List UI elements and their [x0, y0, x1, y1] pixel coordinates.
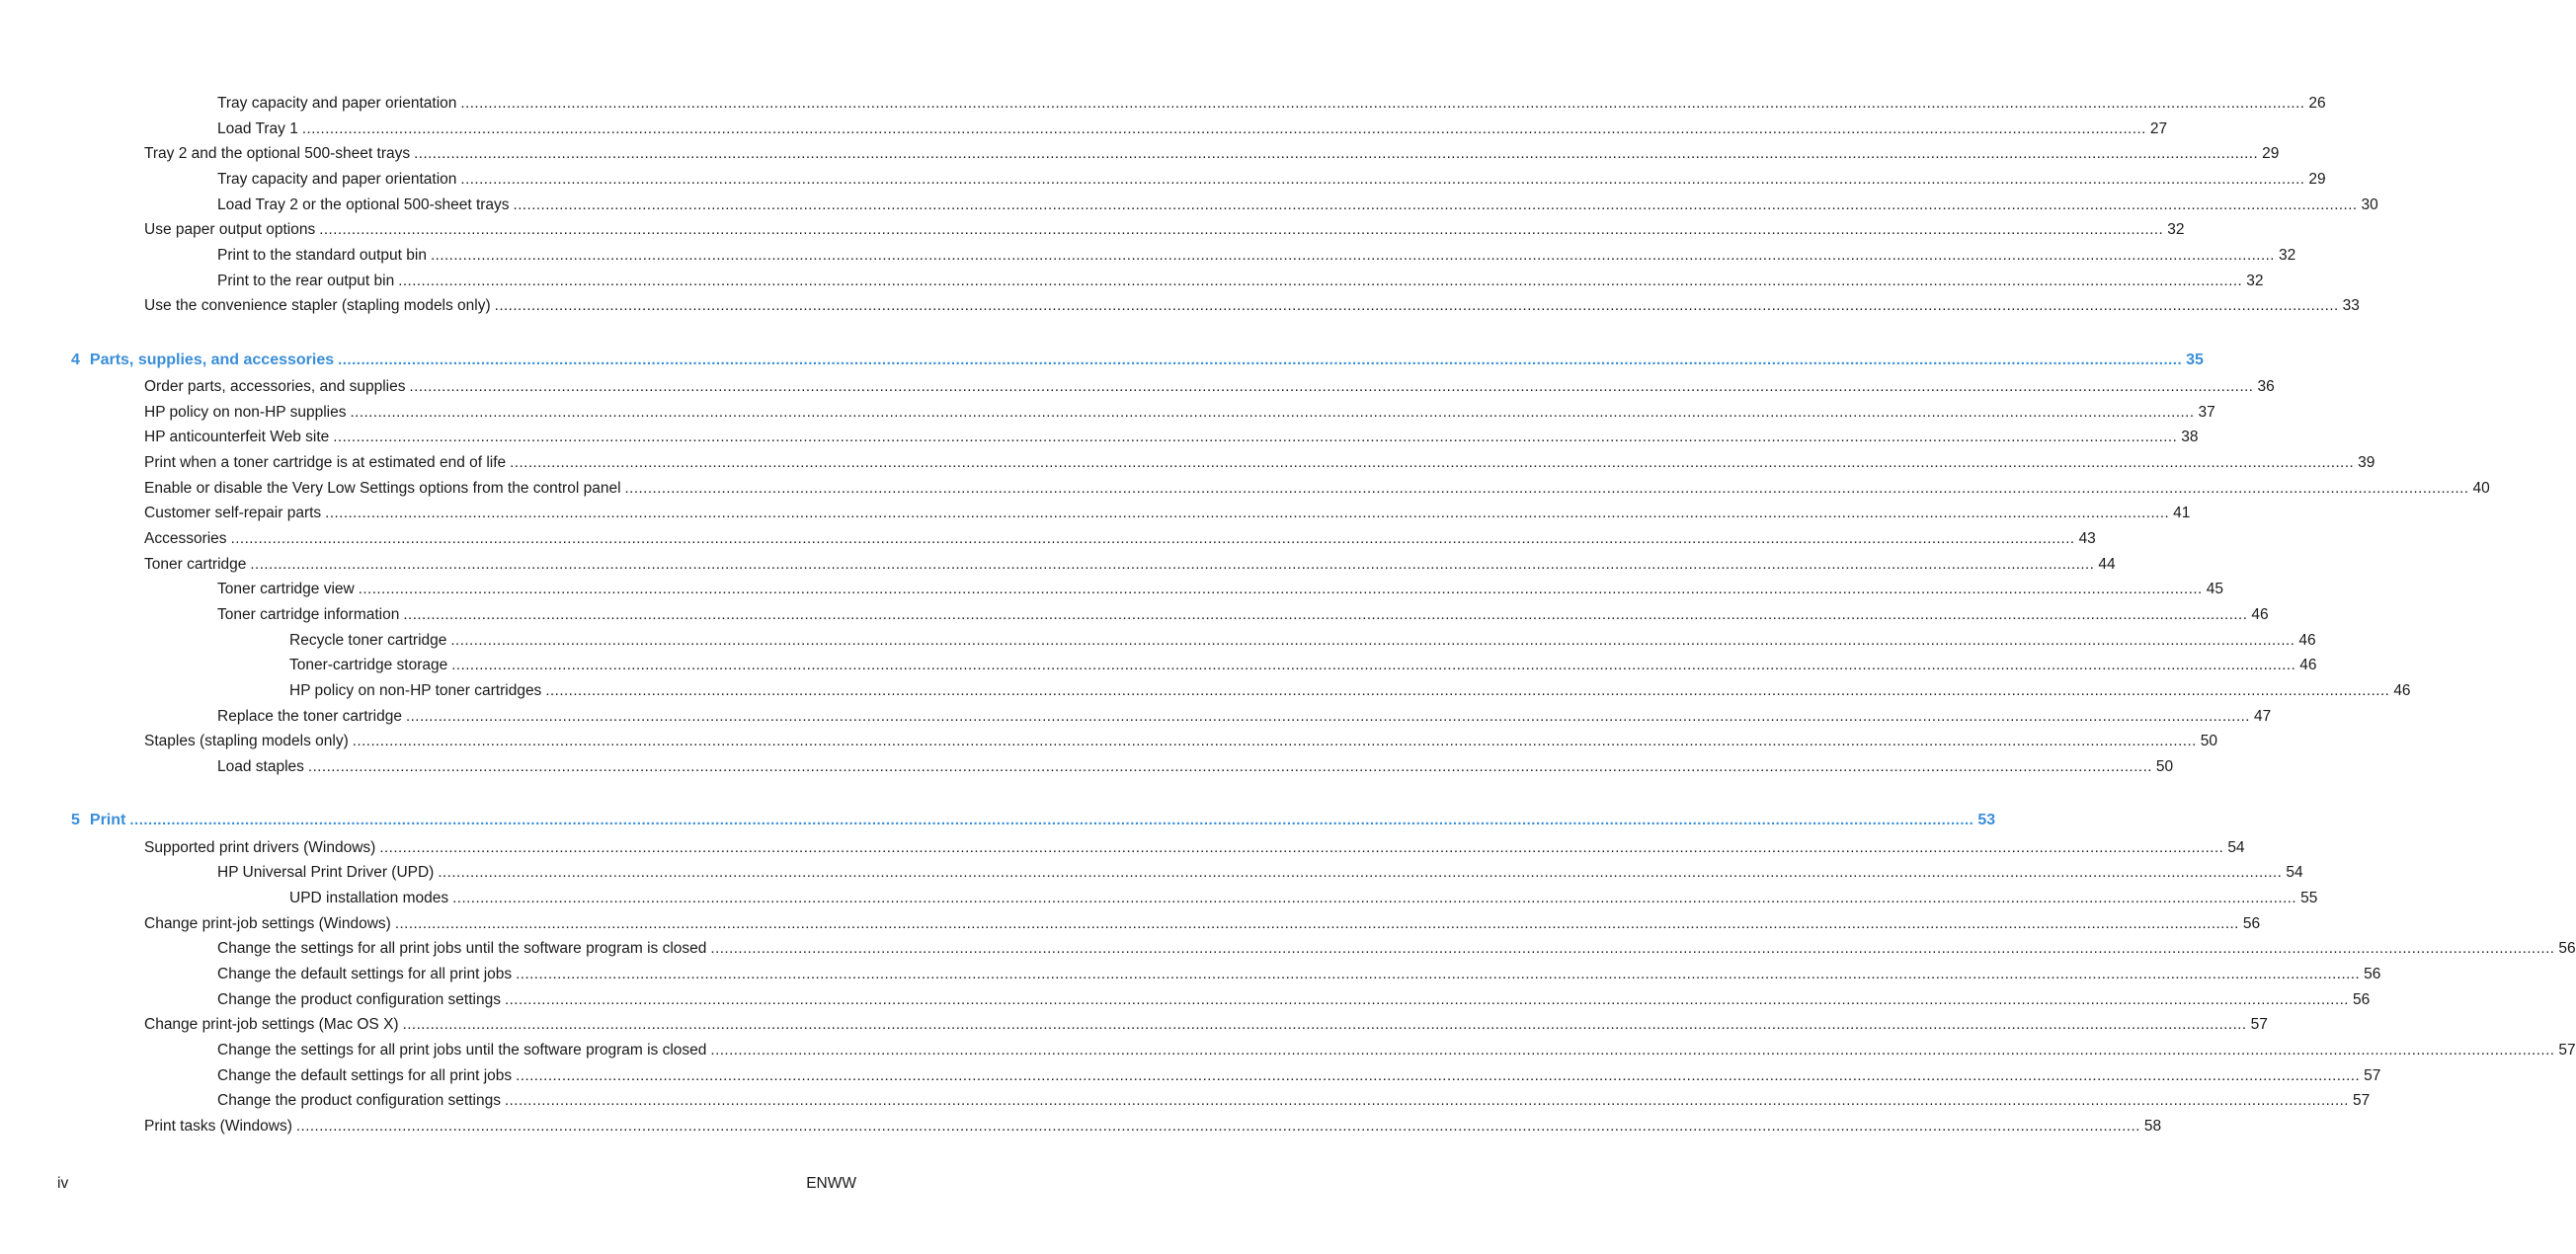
- toc-page-number: 57: [2558, 1042, 2576, 1058]
- toc-page-number: 55: [2300, 890, 2318, 906]
- dot-leader: ................................................................................................................................................................................................................................................................................................................................................................................................................: [450, 632, 2295, 649]
- toc-page-number: 37: [2198, 404, 2215, 421]
- toc-page-number: 27: [2149, 120, 2168, 137]
- dot-leader: ................................................................................................................................................................................................................................................................................................................................................................................................................: [710, 1042, 2555, 1058]
- toc-page-number: 46: [2393, 682, 2411, 699]
- dot-leader: ................................................................................................................................................................................................................................................................................................................................................................................................................: [350, 404, 2195, 421]
- dot-leader: ................................................................................................................................................................................................................................................................................................................................................................................................................: [451, 657, 2296, 673]
- dot-leader: ................................................................................................................................................................................................................................................................................................................................................................................................................: [250, 556, 2095, 573]
- toc-entry-title: Print to the standard output bin: [217, 247, 427, 264]
- toc-entry[interactable]: [217, 604, 2269, 626]
- dot-leader: ................................................................................................................................................................................................................................................................................................................................................................................................................: [460, 95, 2305, 112]
- dot-leader: ................................................................................................................................................................................................................................................................................................................................................................................................................: [510, 454, 2355, 471]
- dot-leader: ................................................................................................................................................................................................................................................................................................................................................................................................................: [504, 991, 2349, 1008]
- footer-page-number: iv: [57, 1175, 69, 1192]
- toc-page-number: 29: [2262, 145, 2280, 162]
- toc-entry[interactable]: [217, 756, 2174, 778]
- toc-page-number: 50: [2155, 758, 2174, 775]
- toc-entry-title: HP policy on non-HP toner cartridges: [289, 682, 542, 699]
- toc-entry[interactable]: [144, 731, 2218, 752]
- toc-entry[interactable]: [144, 143, 2280, 165]
- toc-entry[interactable]: [144, 913, 2261, 935]
- toc-entry-title: Enable or disable the Very Low Settings options from the control panel: [144, 480, 621, 497]
- toc-page-number: 39: [2358, 454, 2375, 471]
- toc-entry-title: Customer self-repair parts: [144, 505, 322, 521]
- toc-entry[interactable]: [289, 680, 2411, 702]
- dot-leader: ................................................................................................................................................................................................................................................................................................................................................................................................................: [405, 708, 2250, 725]
- toc-page-number: 35: [2186, 352, 2204, 368]
- toc-page-number: 40: [2472, 480, 2490, 497]
- dot-leader: ................................................................................................................................................................................................................................................................................................................................................................................................................: [545, 682, 2390, 699]
- dot-leader: ................................................................................................................................................................................................................................................................................................................................................................................................................: [333, 429, 2178, 445]
- chapter-number: 5: [71, 812, 80, 828]
- dot-leader: ................................................................................................................................................................................................................................................................................................................................................................................................................: [379, 839, 2224, 856]
- dot-leader: ................................................................................................................................................................................................................................................................................................................................................................................................................: [494, 297, 2339, 314]
- toc-entry[interactable]: [217, 989, 2371, 1011]
- toc-entry[interactable]: [144, 837, 2245, 859]
- toc-entry[interactable]: [217, 1090, 2371, 1112]
- dot-leader: ................................................................................................................................................................................................................................................................................................................................................................................................................: [403, 606, 2248, 623]
- toc-page-number: 46: [2298, 632, 2316, 649]
- toc-entry-title: Tray capacity and paper orientation: [217, 95, 457, 112]
- toc-page-number: 46: [2299, 657, 2317, 673]
- toc-entry-title: Accessories: [144, 530, 227, 547]
- toc-page-number: 57: [2364, 1067, 2381, 1084]
- toc-page-number: 56: [2242, 915, 2261, 932]
- dot-leader: ................................................................................................................................................................................................................................................................................................................................................................................................................: [710, 940, 2555, 957]
- dot-leader: ................................................................................................................................................................................................................................................................................................................................................................................................................: [460, 171, 2305, 188]
- toc-page-number: 43: [2078, 530, 2096, 547]
- toc-page-number: 54: [2286, 864, 2303, 881]
- toc-entry-title: Staples (stapling models only): [144, 733, 349, 749]
- dot-leader: ................................................................................................................................................................................................................................................................................................................................................................................................................: [430, 247, 2275, 264]
- toc-entry-title: [71, 350, 338, 371]
- dot-leader: ................................................................................................................................................................................................................................................................................................................................................................................................................: [394, 915, 2239, 932]
- toc-entry-title: HP anticounterfeit Web site: [144, 429, 330, 445]
- dot-leader: ................................................................................................................................................................................................................................................................................................................................................................................................................: [414, 145, 2259, 162]
- toc-entry-title: Change the default settings for all print jobs: [217, 966, 513, 982]
- dot-leader: ................................................................................................................................................................................................................................................................................................................................................................................................................: [301, 120, 2146, 137]
- toc-page-number: 57: [2352, 1092, 2371, 1109]
- dot-leader: ................................................................................................................................................................................................................................................................................................................................................................................................................: [325, 505, 2170, 521]
- toc-page-number: 26: [2308, 95, 2326, 112]
- toc-page-number: 32: [2278, 247, 2296, 264]
- toc-entry-title: Change the product configuration settings: [217, 991, 501, 1008]
- toc-page-number: 47: [2253, 708, 2272, 725]
- toc-entry-title: Toner cartridge information: [217, 606, 400, 623]
- toc-page-number: 36: [2257, 378, 2275, 395]
- toc-entry[interactable]: [217, 938, 2576, 960]
- dot-leader: ................................................................................................................................................................................................................................................................................................................................................................................................................: [307, 758, 2152, 775]
- dot-leader: ................................................................................................................................................................................................................................................................................................................................................................................................................: [295, 1118, 2140, 1135]
- toc-page-number: 29: [2308, 171, 2326, 188]
- toc-entry[interactable]: [144, 503, 2191, 524]
- toc-entry-title: [71, 810, 129, 831]
- toc-page-number: 57: [2250, 1016, 2268, 1033]
- toc-entry[interactable]: [217, 1040, 2576, 1061]
- toc-entry[interactable]: [144, 478, 2490, 500]
- toc-entry-title: Print tasks (Windows): [144, 1118, 292, 1135]
- toc-entry-title: Tray capacity and paper orientation: [217, 171, 457, 188]
- toc-page-number: 32: [2246, 273, 2264, 289]
- dot-leader: ................................................................................................................................................................................................................................................................................................................................................................................................................: [504, 1092, 2349, 1109]
- toc-page-number: 56: [2558, 940, 2576, 957]
- dot-leader: ................................................................................................................................................................................................................................................................................................................................................................................................................: [513, 196, 2358, 213]
- toc-entry-title: Load Tray 1: [217, 120, 298, 137]
- toc-entry[interactable]: [144, 427, 2199, 448]
- dot-leader: ................................................................................................................................................................................................................................................................................................................................................................................................................: [516, 966, 2361, 982]
- toc-entry[interactable]: [289, 630, 2316, 652]
- toc-page-number: 45: [2206, 581, 2223, 597]
- toc-entry-title: UPD installation modes: [289, 890, 449, 906]
- toc-entry[interactable]: [144, 528, 2096, 550]
- toc-page-number: 30: [2361, 196, 2378, 213]
- toc-entry[interactable]: [217, 964, 2381, 985]
- dot-leader: ................................................................................................................................................................................................................................................................................................................................................................................................................: [452, 890, 2297, 906]
- toc-entry-title: Use the convenience stapler (stapling models only): [144, 297, 491, 314]
- dot-leader: ................................................................................................................................................................................................................................................................................................................................................................................................................: [402, 1016, 2247, 1033]
- toc-entry-title: HP policy on non-HP supplies: [144, 404, 347, 421]
- toc-chapter-entry[interactable]: [71, 350, 2204, 371]
- toc-page-number: 50: [2200, 733, 2218, 749]
- toc-entry[interactable]: [144, 554, 2116, 576]
- toc-entry[interactable]: [217, 169, 2326, 191]
- dot-leader: ................................................................................................................................................................................................................................................................................................................................................................................................................: [352, 733, 2197, 749]
- toc-entry-title: Print to the rear output bin: [217, 273, 395, 289]
- toc-entry[interactable]: [217, 579, 2223, 600]
- dot-leader: ................................................................................................................................................................................................................................................................................................................................................................................................................: [319, 221, 2164, 238]
- toc-page-number: 56: [2352, 991, 2371, 1008]
- toc-entry[interactable]: [144, 376, 2275, 398]
- toc-entry[interactable]: [144, 295, 2360, 317]
- toc-page-number: 32: [2167, 221, 2185, 238]
- toc-entry-title: Change print-job settings (Windows): [144, 915, 391, 932]
- dot-leader: ................................................................................................................................................................................................................................................................................................................................................................................................................: [409, 378, 2254, 395]
- toc-entry-title: Toner-cartridge storage: [289, 657, 448, 673]
- toc-entry[interactable]: [144, 402, 2215, 424]
- toc-page-number: 33: [2342, 297, 2360, 314]
- toc-entry[interactable]: [144, 452, 2375, 474]
- toc-entry-title: Toner cartridge view: [217, 581, 355, 597]
- toc-entry-title: Change the settings for all print jobs until the software program is closed: [217, 940, 707, 957]
- toc-entry-title: Load staples: [217, 758, 304, 775]
- dot-leader: ................................................................................................................................................................................................................................................................................................................................................................................................................: [129, 812, 1974, 828]
- dot-leader: ................................................................................................................................................................................................................................................................................................................................................................................................................: [438, 864, 2283, 881]
- toc-page-number: 41: [2173, 505, 2191, 521]
- toc-entry[interactable]: [289, 888, 2318, 909]
- toc-entry[interactable]: [217, 271, 2264, 292]
- toc-entry[interactable]: [144, 1116, 2162, 1137]
- dot-leader: ................................................................................................................................................................................................................................................................................................................................................................................................................: [230, 530, 2075, 547]
- dot-leader: ................................................................................................................................................................................................................................................................................................................................................................................................................: [338, 352, 2183, 368]
- toc-entry[interactable]: [289, 655, 2317, 676]
- toc-entry-title: Use paper output options: [144, 221, 316, 238]
- chapter-title: Print: [89, 812, 126, 828]
- chapter-title: Parts, supplies, and accessories: [89, 352, 335, 368]
- dot-leader: ................................................................................................................................................................................................................................................................................................................................................................................................................: [516, 1067, 2361, 1084]
- footer-doc-code: ENWW: [806, 1175, 856, 1192]
- toc-page-number: 54: [2227, 839, 2245, 856]
- toc-page-number: 58: [2143, 1118, 2162, 1135]
- toc-page-number: 44: [2098, 556, 2116, 573]
- toc-entry-title: Change print-job settings (Mac OS X): [144, 1016, 399, 1033]
- toc-entry-title: Toner cartridge: [144, 556, 247, 573]
- toc-entry-title: Change the settings for all print jobs until the software program is closed: [217, 1042, 707, 1058]
- toc-entry-title: Load Tray 2 or the optional 500-sheet trays: [217, 196, 510, 213]
- toc-entry[interactable]: [217, 245, 2296, 267]
- toc-entry-title: Replace the toner cartridge: [217, 708, 402, 725]
- toc-chapter-entry[interactable]: [71, 810, 1996, 831]
- toc-entry-title: Print when a toner cartridge is at estimated end of life: [144, 454, 507, 471]
- toc-entry[interactable]: [217, 1065, 2381, 1087]
- toc-entry[interactable]: [144, 1014, 2268, 1036]
- toc-page-number: 46: [2251, 606, 2269, 623]
- toc-entry[interactable]: [144, 219, 2185, 241]
- dot-leader: ................................................................................................................................................................................................................................................................................................................................................................................................................: [624, 480, 2469, 497]
- toc-entry[interactable]: [217, 706, 2272, 728]
- toc-entry[interactable]: [217, 195, 2378, 216]
- dot-leader: ................................................................................................................................................................................................................................................................................................................................................................................................................: [358, 581, 2203, 597]
- toc-entry[interactable]: [217, 862, 2303, 884]
- toc-entry-title: HP Universal Print Driver (UPD): [217, 864, 435, 881]
- dot-leader: ................................................................................................................................................................................................................................................................................................................................................................................................................: [398, 273, 2243, 289]
- toc-entry-title: Change the default settings for all print jobs: [217, 1067, 513, 1084]
- toc-page-number: 38: [2181, 429, 2199, 445]
- toc-page-number: 56: [2364, 966, 2381, 982]
- toc-entry-title: Recycle toner cartridge: [289, 632, 447, 649]
- toc-entry-title: Order parts, accessories, and supplies: [144, 378, 406, 395]
- toc-entry[interactable]: [217, 118, 2168, 140]
- chapter-number: 4: [71, 352, 80, 368]
- toc-entry-title: Supported print drivers (Windows): [144, 839, 376, 856]
- toc-entry-title: Change the product configuration settings: [217, 1092, 501, 1109]
- toc-entry[interactable]: [217, 93, 2326, 115]
- toc-entry-title: Tray 2 and the optional 500-sheet trays: [144, 145, 411, 162]
- toc-page-number: 53: [1977, 812, 1996, 828]
